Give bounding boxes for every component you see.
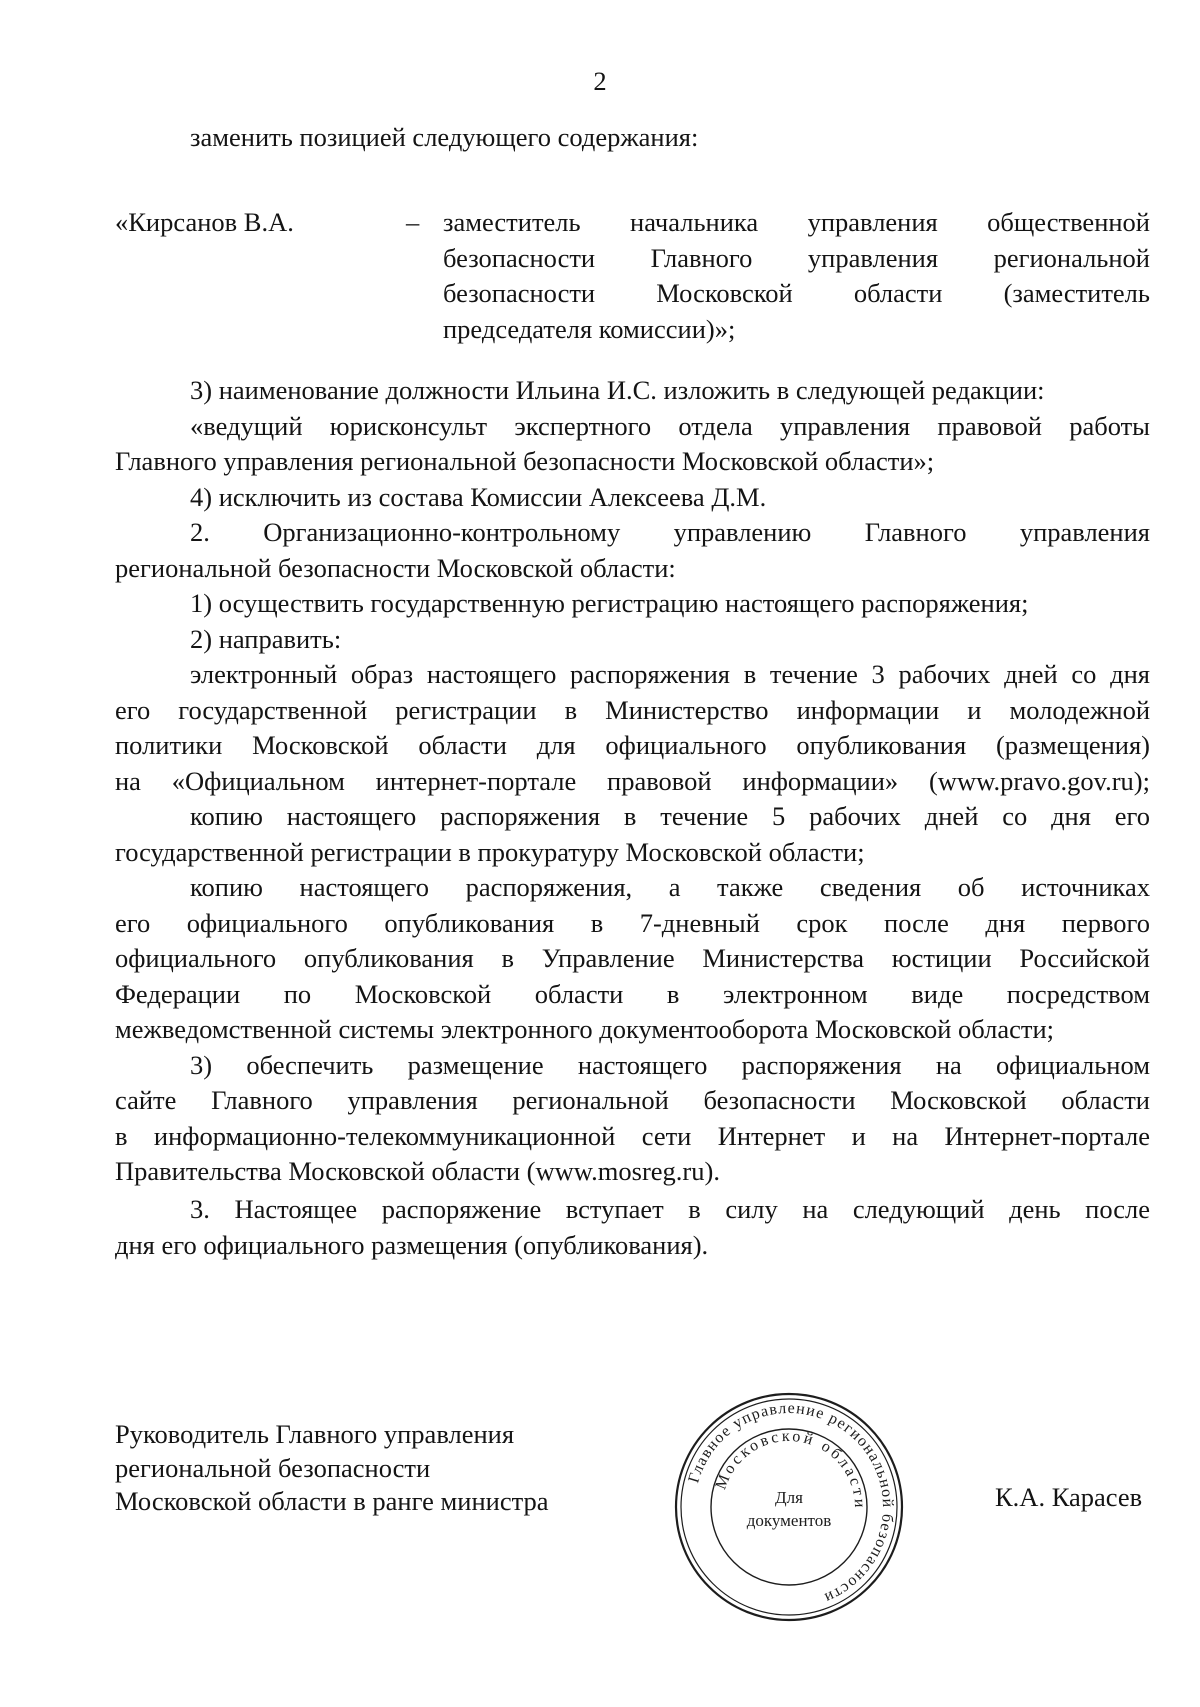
body-line: 3) обеспечить размещение настоящего распоряжения на официальном <box>190 1050 1150 1080</box>
body-line: «ведущий юрисконсульт экспертного отдела управления правовой работы <box>190 411 1150 441</box>
signatory-position <box>115 1418 549 1519</box>
intro-line: заменить позицией следующего содержания: <box>190 122 699 152</box>
member-position-line: председателя комиссии)»; <box>443 313 736 344</box>
member-position-line: безопасности Главного управления региональной <box>443 242 1150 273</box>
body-line: 1) осуществить государственную регистрацию настоящего распоряжения; <box>190 588 1029 618</box>
body-line: 3) наименование должности Ильина И.С. изложить в следующей редакции: <box>190 375 1045 405</box>
body-line: Федерации по Московской области в электронном виде посредством <box>115 979 1150 1009</box>
member-position-line: заместитель начальника управления общественной <box>443 207 1150 237</box>
stamp-center-line2: документов <box>746 1511 832 1530</box>
body-line: межведомственной системы электронного документооборота Московской области; <box>115 1014 1055 1044</box>
signatory-position-line: Руководитель Главного управления <box>115 1419 515 1449</box>
body-line: электронный образ настоящего распоряжения в течение 3 рабочих дней со дня <box>190 659 1150 689</box>
body-line: Главного управления региональной безопасности Московской области»; <box>115 446 935 476</box>
body-line: 2) направить: <box>190 624 342 654</box>
body-line: региональной безопасности Московской области: <box>115 553 676 583</box>
body-line: дня его официального размещения (опубликования). <box>115 1230 709 1260</box>
body-line: 3. Настоящее распоряжение вступает в силу на следующий день после <box>190 1194 1150 1224</box>
body-line: 4) исключить из состава Комиссии Алексеева Д.М. <box>190 482 767 512</box>
body-line: его официального опубликования в 7-дневный срок после дня первого <box>115 908 1150 938</box>
body-line: сайте Главного управления региональной безопасности Московской области <box>115 1085 1150 1115</box>
member-position-line: безопасности Московской области (заместитель <box>443 278 1150 308</box>
signatory-position-line: Московской области в ранге министра <box>115 1486 549 1516</box>
signatory-position-line: региональной безопасности <box>115 1452 431 1483</box>
stamp-inner-text: Московской области <box>712 1427 869 1511</box>
body-line: государственной регистрации в прокуратуру Московской области; <box>115 837 865 867</box>
member-name: «Кирсанов В.А. <box>115 207 294 237</box>
official-stamp <box>672 1390 906 1624</box>
page-number: 2 <box>593 66 607 96</box>
stamp-outer-ring <box>676 1394 902 1620</box>
body-line: 2. Организационно-контрольному управлению Главного управления <box>190 517 1150 547</box>
body-line: официального опубликования в Управление Министерства юстиции Российской <box>115 943 1150 973</box>
body-line: в информационно-телекоммуникационной сети Интернет и на Интернет-портале <box>115 1121 1150 1151</box>
body-line: копию настоящего распоряжения, а также сведения об источниках <box>190 872 1150 902</box>
member-position <box>443 205 1150 347</box>
stamp-outer-text: Главное управление региональной безопасности <box>685 1399 897 1607</box>
body-line: копию настоящего распоряжения в течение 5 рабочих дней со дня его <box>190 801 1150 831</box>
member-dash: – <box>406 207 420 237</box>
stamp-center-line1: Для <box>775 1488 803 1507</box>
signer-name: К.А. Карасев <box>995 1482 1143 1512</box>
body-line: политики Московской области для официального опубликования (размещения) <box>115 730 1150 760</box>
body-line: его государственной регистрации в Министерство информации и молодежной <box>115 695 1150 725</box>
body-line: на «Официальном интернет-портале правовой информации» (www.pravo.gov.ru); <box>115 766 1150 796</box>
body-line: Правительства Московской области (www.mosreg.ru). <box>115 1156 720 1186</box>
